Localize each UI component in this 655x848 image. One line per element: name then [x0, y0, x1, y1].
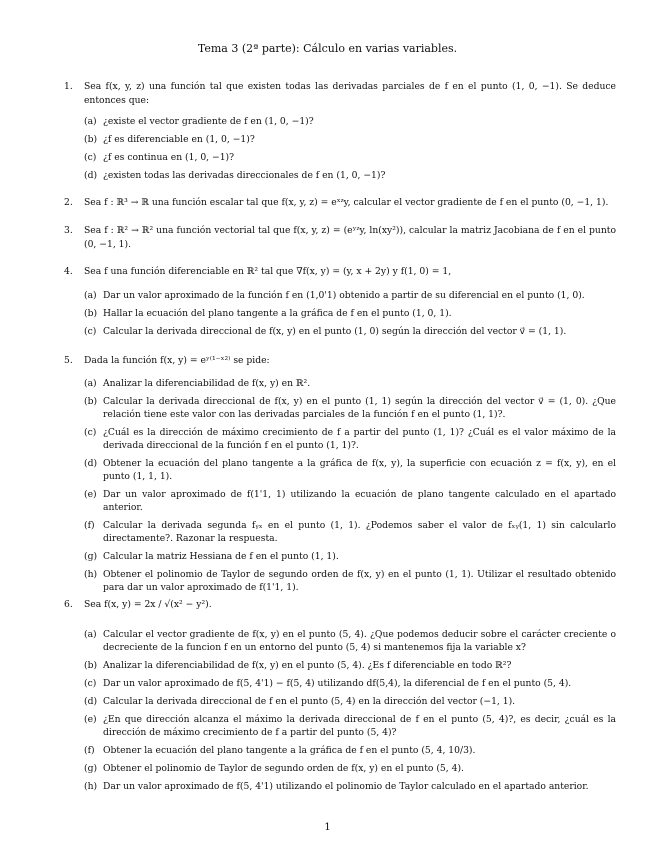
problem-text: Sea f una función diferenciable en ℝ² tal que ∇f(x, y) = (y, x + 2y) y f(1, 0) = 1,	[84, 266, 452, 277]
problem-number: 1.	[64, 81, 73, 92]
problem-text: Sea f(x, y, z) una función tal que existen todas las derivadas parciales de f en el punto (1, 0, −1). Se deduce entonces que:	[84, 81, 616, 106]
list-item: (b) ¿f es diferenciable en (1, 0, −1)?	[84, 134, 255, 145]
list-item: (b) Calcular la derivada direccional de f(x, y) en el punto (1, 1) según la dirección del vector v⃗ = (1, 0). ¿Que relación tiene este valor con las derivadas parciales de la función f en el punto (1, 1)?.	[84, 396, 616, 420]
list-item: (e) ¿En que dirección alcanza el máximo la derivada direccional de f en el punto (5, 4)?, es decir, ¿cuál es la dirección de máximo crecimiento de f a partir del punto (5, 4)?	[84, 714, 616, 738]
problem-1	[64, 80, 616, 107]
list-item: (g) Obtener el polinomio de Taylor de segundo orden de f(x, y) en el punto (5, 4).	[84, 763, 464, 774]
list-item: (c) ¿f es continua en (1, 0, −1)?	[84, 152, 235, 163]
list-item: (e) Dar un valor aproximado de f(1'1, 1) utilizando la ecuación de plano tangente calculado en el apartado anterior.	[84, 489, 616, 513]
problem-2	[64, 196, 616, 210]
problem-number: 2.	[64, 197, 73, 208]
list-item: (f) Obtener la ecuación del plano tangente a la gráfica de f en el punto (5, 4, 10/3).	[84, 745, 476, 756]
list-item: (d) Calcular la derivada direccional de f en el punto (5, 4) en la dirección del vector (−1, 1).	[84, 696, 516, 707]
problem-text: Sea f : ℝ² → ℝ² una función vectorial tal que f(x, y, z) = (eʸᶻy, ln(xy²)), calcular la matriz Jacobiana de f en el punto (0, −1, 1).	[84, 225, 616, 250]
list-item: (f) Calcular la derivada segunda fᵧₓ en el punto (1, 1). ¿Podemos saber el valor de fₓᵧ(1, 1) sin calcularlo directamente?. Razonar la respuesta.	[84, 520, 616, 544]
problem-4	[64, 265, 616, 279]
list-item: (a) Analizar la diferenciabilidad de f(x, y) en ℝ².	[84, 378, 311, 389]
page-title: Tema 3 (2ª parte): Cálculo en varias variables.	[197, 42, 458, 55]
problem-text: Sea f : ℝ³ → ℝ una función escalar tal que f(x, y, z) = eˣᶻy, calcular el vector gradiente de f en el punto (0, −1, 1).	[84, 197, 609, 208]
problem-number: 3.	[64, 225, 73, 236]
problem-5	[64, 354, 616, 368]
problem-5-items	[84, 377, 616, 599]
list-item: (a) Calcular el vector gradiente de f(x, y) en el punto (5, 4). ¿Que podemos deducir sobre el carácter creciente o decreciente de la funcion f en un entorno del punto (5, 4) si mantenemos fija la variable x?	[84, 629, 616, 653]
list-item: (c) ¿Cuál es la dirección de máximo crecimiento de f a partir del punto (1, 1)? ¿Cuál es el valor máximo de la derivada direccional de la función f en el punto (1, 1)?.	[84, 427, 616, 451]
list-item: (d) Obtener la ecuación del plano tangente a la gráfica de f(x, y), la superficie con ecuación z = f(x, y), en el punto (1, 1, 1).	[84, 458, 616, 482]
list-item: (c) Dar un valor aproximado de f(5, 4'1) − f(5, 4) utilizando df(5,4), la diferencial de f en el punto (5, 4).	[84, 678, 572, 689]
problem-text: Dada la función f(x, y) = eʸ⁽¹⁻ˣ²⁾ se pide:	[84, 355, 270, 366]
list-item: (b) Analizar la diferenciabilidad de f(x, y) en el punto (5, 4). ¿Es f diferenciable en todo ℝ²?	[84, 660, 512, 671]
page-number: 1	[324, 822, 331, 833]
problem-number: 4.	[64, 266, 73, 277]
list-item: (b) Hallar la ecuación del plano tangente a la gráfica de f en el punto (1, 0, 1).	[84, 308, 452, 319]
list-item: (h) Obtener el polinomio de Taylor de segundo orden de f(x, y) en el punto (1, 1). Utilizar el resultado obtenido para dar un valor aproximado de f(1'1, 1).	[84, 569, 616, 593]
list-item: (g) Calcular la matriz Hessiana de f en el punto (1, 1).	[84, 551, 339, 562]
list-item: (c) Calcular la derivada direccional de f(x, y) en el punto (1, 0) según la dirección del vector v⃗ = (1, 1).	[84, 326, 567, 337]
problem-number: 6.	[64, 599, 73, 610]
problem-text: Sea f(x, y) = 2x / √(x² − y²).	[84, 599, 212, 610]
problem-3	[64, 224, 616, 251]
problem-1-items	[84, 115, 616, 187]
list-item: (a) Dar un valor aproximado de la función f en (1,0'1) obtenido a partir de su diferencial en el punto (1, 0).	[84, 290, 585, 301]
problem-6	[64, 598, 616, 612]
problem-4-items	[84, 289, 616, 343]
problem-6-items	[84, 628, 616, 798]
list-item: (d) ¿existen todas las derivadas direccionales de f en (1, 0, −1)?	[84, 170, 386, 181]
list-item: (h) Dar un valor aproximado de f(5, 4'1) utilizando el polinomio de Taylor calculado en el apartado anterior.	[84, 781, 589, 792]
list-item: (a) ¿existe el vector gradiente de f en (1, 0, −1)?	[84, 116, 314, 127]
problem-number: 5.	[64, 355, 73, 366]
